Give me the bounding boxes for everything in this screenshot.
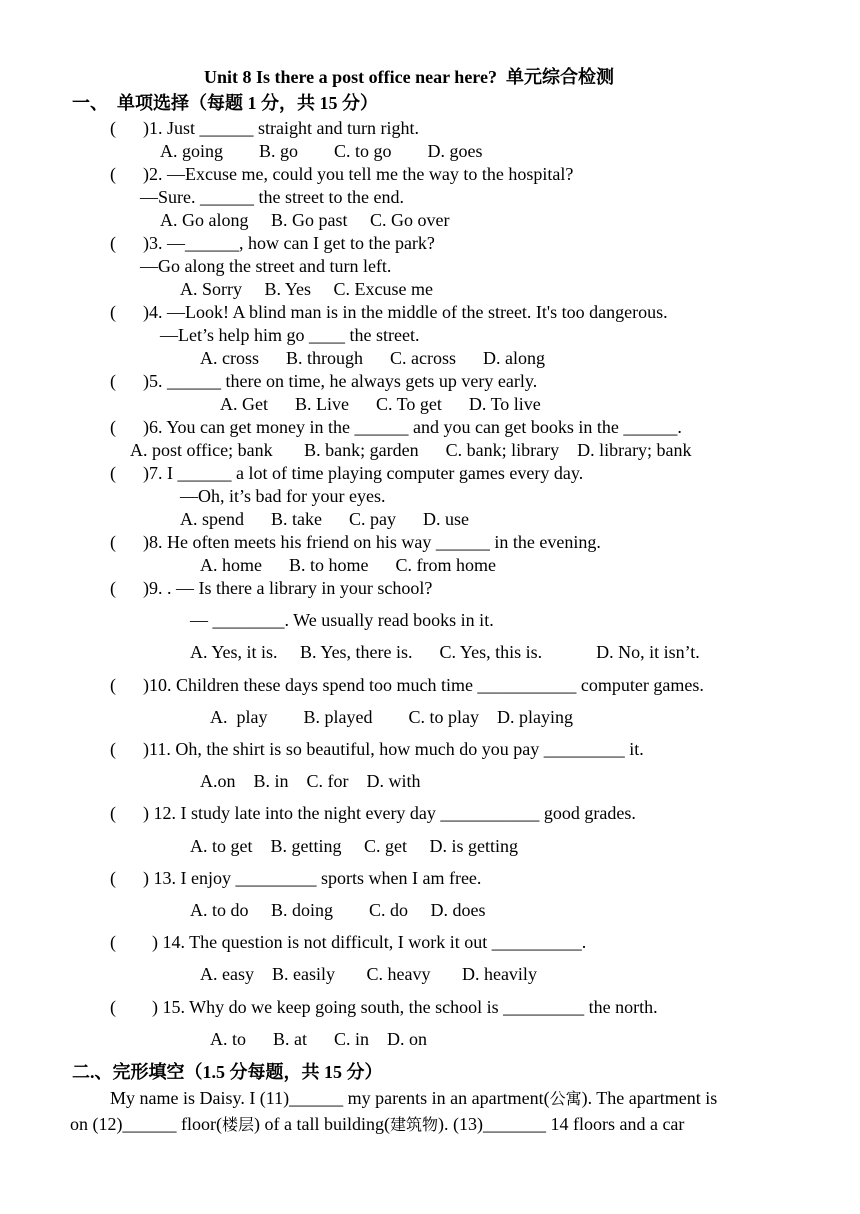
- question-15-stem: ( ) 15. Why do we keep going south, the school is _________ the north.: [110, 997, 658, 1017]
- question-5-options: A. Get B. Live C. To get D. To live: [220, 394, 541, 414]
- question-12-stem: ( ) 12. I study late into the night every day ___________ good grades.: [110, 803, 636, 823]
- question-12-options: A. to get B. getting C. get D. is getting: [190, 836, 518, 856]
- question-4-stem-response: —Let’s help him go ____ the street.: [160, 325, 420, 345]
- question-11-options: A.on B. in C. for D. with: [200, 771, 421, 791]
- question-2-options: A. Go along B. Go past C. Go over: [160, 210, 450, 230]
- question-9-options: A. Yes, it is. B. Yes, there is. C. Yes, this is. D. No, it isn’t.: [190, 642, 700, 662]
- question-13-stem: ( ) 13. I enjoy _________ sports when I am free.: [110, 868, 482, 888]
- cloze-paragraph-line-2: [70, 1113, 684, 1136]
- question-4-stem: ( )4. —Look! A blind man is in the middle of the street. It's too dangerous.: [110, 302, 668, 322]
- question-10-stem: ( )10. Children these days spend too much time ___________ computer games.: [110, 675, 704, 695]
- question-2-stem-response: —Sure. ______ the street to the end.: [140, 187, 404, 207]
- cloze-gloss: 建筑物: [389, 1115, 438, 1134]
- question-1-options: A. going B. go C. to go D. goes: [160, 141, 483, 161]
- cloze-paragraph-line-1: [110, 1087, 717, 1110]
- cloze-text: ) of a tall building(: [254, 1114, 390, 1134]
- cloze-text: ). The apartment is: [581, 1088, 718, 1108]
- cloze-gloss: 公寓: [549, 1089, 582, 1108]
- question-5-stem: ( )5. ______ there on time, he always gets up very early.: [110, 371, 538, 391]
- question-14-options: A. easy B. easily C. heavy D. heavily: [200, 964, 537, 984]
- cloze-gloss: 楼层: [221, 1115, 254, 1134]
- question-8-options: A. home B. to home C. from home: [200, 555, 496, 575]
- question-7-stem-response: —Oh, it’s bad for your eyes.: [180, 486, 386, 506]
- question-6-stem: ( )6. You can get money in the ______ and you can get books in the ______.: [110, 417, 682, 437]
- question-1-stem: ( )1. Just ______ straight and turn right.: [110, 118, 419, 138]
- question-14-stem: ( ) 14. The question is not difficult, I work it out __________.: [110, 932, 587, 952]
- cloze-text: My name is Daisy. I (11)______ my parents in an apartment(: [110, 1088, 550, 1108]
- question-9-stem-response: — ________. We usually read books in it.: [190, 610, 494, 630]
- question-15-options: A. to B. at C. in D. on: [210, 1029, 428, 1049]
- question-7-stem: ( )7. I ______ a lot of time playing computer games every day.: [110, 463, 584, 483]
- question-3-stem: ( )3. —______, how can I get to the park?: [110, 233, 435, 253]
- question-8-stem: ( )8. He often meets his friend on his way ______ in the evening.: [110, 532, 601, 552]
- question-4-options: A. cross B. through C. across D. along: [200, 348, 545, 368]
- question-11-stem: ( )11. Oh, the shirt is so beautiful, how much do you pay _________ it.: [110, 739, 644, 759]
- question-7-options: A. spend B. take C. pay D. use: [180, 509, 469, 529]
- question-6-options: A. post office; bank B. bank; garden C. bank; library D. library; bank: [130, 440, 692, 460]
- cloze-text: on (12)______ floor(: [70, 1114, 222, 1134]
- question-10-options: A. play B. played C. to play D. playing: [210, 707, 573, 727]
- cloze-text: ). (13)_______ 14 floors and a car: [437, 1114, 685, 1134]
- question-2-stem: ( )2. —Excuse me, could you tell me the way to the hospital?: [110, 164, 574, 184]
- question-3-stem-response: —Go along the street and turn left.: [140, 256, 392, 276]
- section1-heading: 一、 单项选择（每题 1 分，共 15 分）: [72, 93, 378, 113]
- question-3-options: A. Sorry B. Yes C. Excuse me: [180, 279, 434, 299]
- question-9-stem: ( )9. . — Is there a library in your school?: [110, 578, 433, 598]
- section2-heading: 二.、完形填空（1.5 分每题，共 15 分）: [72, 1062, 383, 1082]
- page-title: Unit 8 Is there a post office near here? 单元综合检测: [204, 67, 614, 87]
- question-13-options: A. to do B. doing C. do D. does: [190, 900, 486, 920]
